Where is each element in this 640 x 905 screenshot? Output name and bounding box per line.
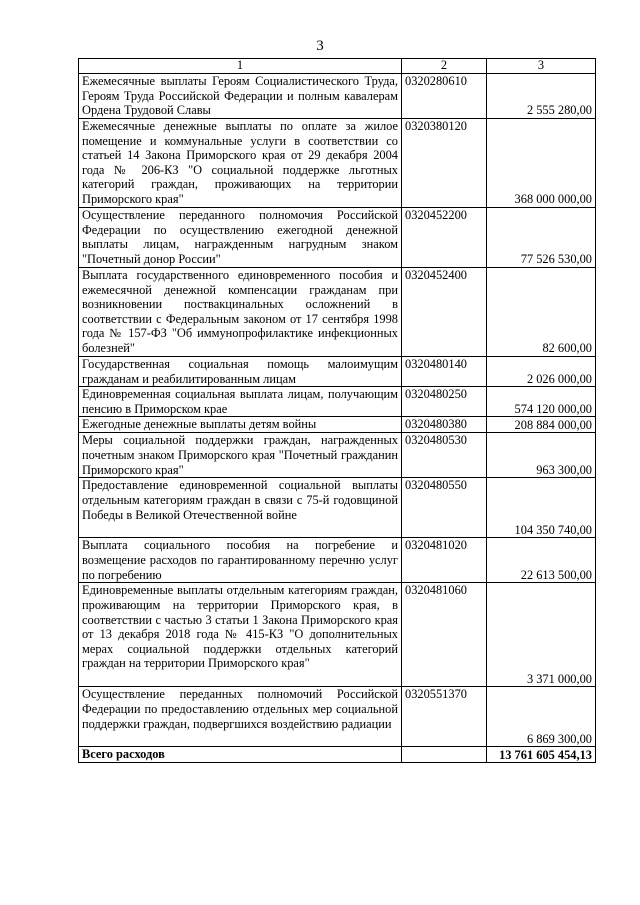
total-code-empty [402, 747, 487, 763]
row-amount: 6 869 300,00 [487, 687, 596, 747]
row-name: Ежемесячные выплаты Героям Социалистического Труда, Героям Труда Российской Федерации и полным кавалерам Ордена Трудовой Славы [79, 74, 402, 119]
column-header: 3 [487, 59, 596, 74]
table-header-row [79, 59, 596, 74]
row-amount: 208 884 000,00 [487, 417, 596, 433]
row-amount: 104 350 740,00 [487, 478, 596, 538]
table-row [79, 357, 596, 387]
row-amount: 2 555 280,00 [487, 74, 596, 119]
row-amount: 368 000 000,00 [487, 119, 596, 208]
row-amount: 963 300,00 [487, 433, 596, 478]
row-code: 0320480380 [402, 417, 487, 433]
row-code: 0320480550 [402, 478, 487, 538]
expenditure-table [78, 58, 596, 763]
table-row [79, 268, 596, 357]
table-row [79, 583, 596, 687]
row-name: Единовременные выплаты отдельным категориям граждан, проживающим на территории Приморского края, в соответствии с частью 3 статьи 1 Закона Приморского края от 13 декабря 2018 года № 415-КЗ "О дополнительных мерах социальной поддержки отдельных категорий граждан на территории Приморского края" [79, 583, 402, 687]
table-row [79, 538, 596, 583]
row-amount: 22 613 500,00 [487, 538, 596, 583]
table-row [79, 119, 596, 208]
row-code: 0320380120 [402, 119, 487, 208]
row-name: Ежемесячные денежные выплаты по оплате за жилое помещение и коммунальные услуги в соответствии со статьей 14 Закона Приморского края от 29 декабря 2004 года № 206-КЗ "О социальной поддержке льготных категорий граждан, проживающих на территории Приморского края" [79, 119, 402, 208]
row-code: 0320481060 [402, 583, 487, 687]
total-amount: 13 761 605 454,13 [487, 747, 596, 763]
row-amount: 77 526 530,00 [487, 208, 596, 268]
table-row [79, 417, 596, 433]
table-row [79, 387, 596, 417]
column-header: 2 [402, 59, 487, 74]
row-code: 0320480530 [402, 433, 487, 478]
row-code: 0320280610 [402, 74, 487, 119]
row-name: Единовременная социальная выплата лицам, получающим пенсию в Приморском крае [79, 387, 402, 417]
total-label: Всего расходов [79, 747, 402, 763]
row-name: Предоставление единовременной социальной выплаты отдельным категориям граждан в связи с 75-й годовщиной Победы в Великой Отечественной войне [79, 478, 402, 538]
row-amount: 2 026 000,00 [487, 357, 596, 387]
total-row [79, 747, 596, 763]
row-code: 0320551370 [402, 687, 487, 747]
page-number: 3 [316, 38, 324, 54]
table-row [79, 433, 596, 478]
row-code: 0320481020 [402, 538, 487, 583]
table-row [79, 208, 596, 268]
row-name: Выплата социального пособия на погребение и возмещение расходов по гарантированному перечню услуг по погребению [79, 538, 402, 583]
row-name: Государственная социальная помощь малоимущим гражданам и реабилитированным лицам [79, 357, 402, 387]
row-code: 0320452400 [402, 268, 487, 357]
table-row [79, 478, 596, 538]
row-amount: 3 371 000,00 [487, 583, 596, 687]
row-code: 0320452200 [402, 208, 487, 268]
row-name: Осуществление переданного полномочия Российской Федерации по осуществлению ежегодной денежной выплаты лицам, награжденным нагрудным знаком "Почетный донор России" [79, 208, 402, 268]
row-amount: 82 600,00 [487, 268, 596, 357]
row-code: 0320480140 [402, 357, 487, 387]
column-header: 1 [79, 59, 402, 74]
row-name: Меры социальной поддержки граждан, награжденных почетным знаком Приморского края "Почетный гражданин Приморского края" [79, 433, 402, 478]
row-name: Ежегодные денежные выплаты детям войны [79, 417, 402, 433]
row-name: Осуществление переданных полномочий Российской Федерации по предоставлению отдельных мер социальной поддержки граждан, подвергшихся воздействию радиации [79, 687, 402, 747]
table-row [79, 687, 596, 747]
row-amount: 574 120 000,00 [487, 387, 596, 417]
table-row [79, 74, 596, 119]
row-code: 0320480250 [402, 387, 487, 417]
row-name: Выплата государственного единовременного пособия и ежемесячной денежной компенсации гражданам при возникновении поствакцинальных осложнений в соответствии с Федеральным законом от 17 сентября 1998 года № 157-ФЗ "Об иммунопрофилактике инфекционных болезней" [79, 268, 402, 357]
